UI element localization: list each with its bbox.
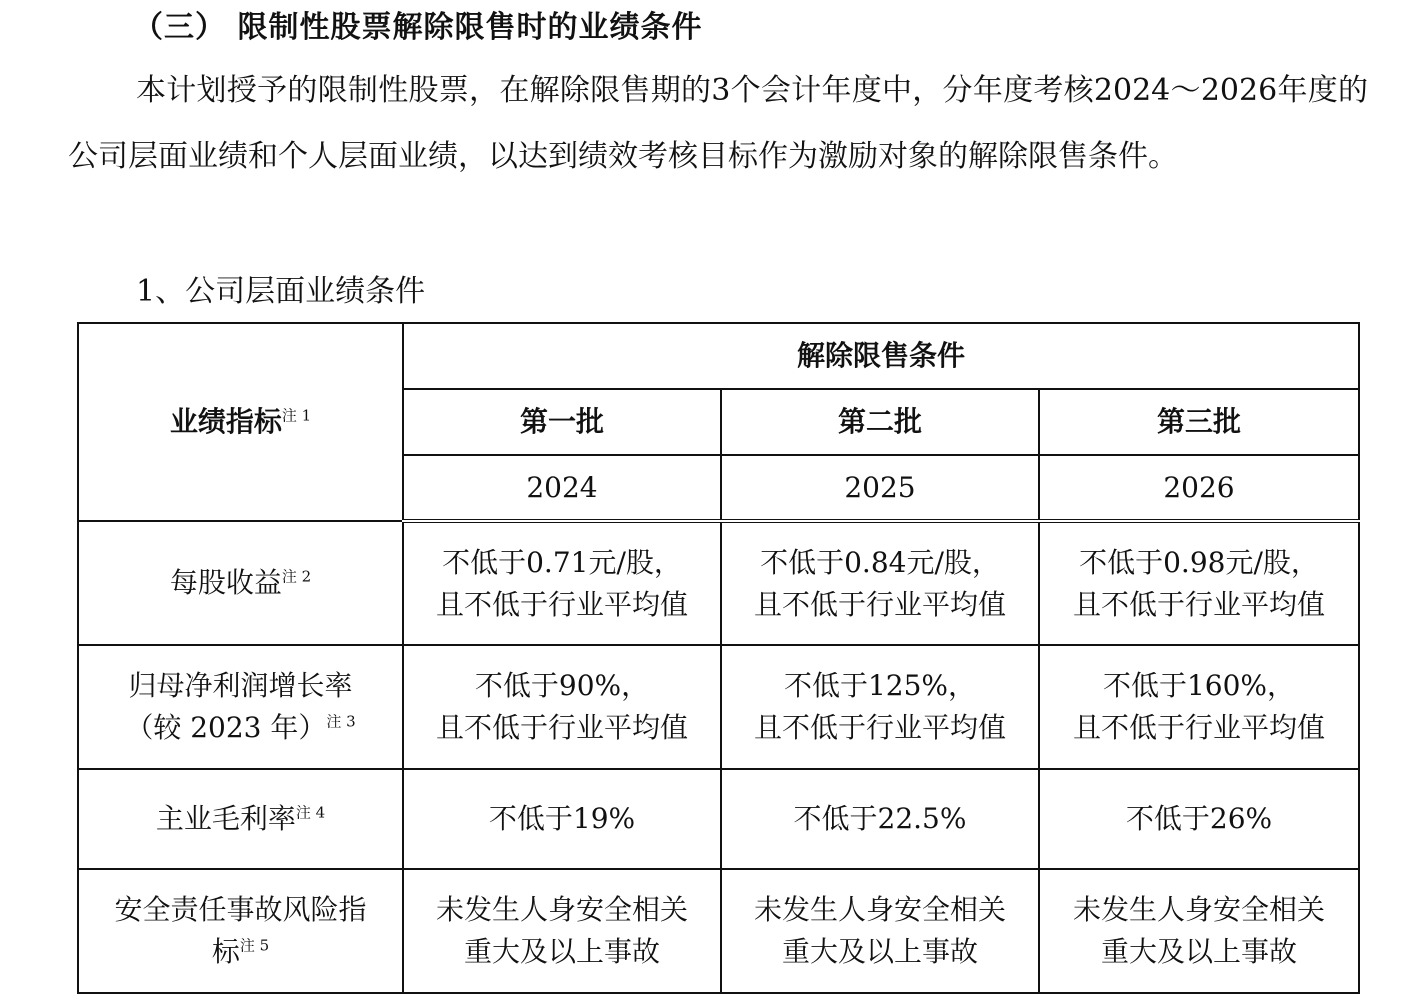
- condition-line: 不低于0.84元/股，: [760, 545, 1000, 579]
- condition-cell: [1039, 645, 1359, 769]
- table-header-row: [78, 323, 1359, 389]
- indicator-line: 主业毛利率: [155, 802, 296, 835]
- condition-line: 且不低于行业平均值: [435, 711, 688, 744]
- condition-line: 且不低于行业平均值: [753, 711, 1006, 744]
- condition-line: 重大及以上事故: [781, 935, 978, 968]
- indicator-line: 归母净利润增长率: [128, 669, 353, 702]
- batch-2-year: 2025: [721, 455, 1039, 521]
- condition-line: 且不低于行业平均值: [435, 587, 688, 621]
- condition-line: 不低于19%: [488, 802, 636, 835]
- indicator-line: 标: [211, 935, 240, 968]
- condition-line: 重大及以上事故: [463, 935, 660, 968]
- condition-line: 不低于22.5%: [793, 802, 967, 835]
- indicator-note: 注 5: [239, 936, 270, 955]
- condition-line: 不低于0.98元/股，: [1079, 545, 1319, 579]
- indicator-header-cell: [78, 323, 403, 521]
- indicator-cell: [78, 769, 403, 869]
- condition-cell: [1039, 521, 1359, 645]
- condition-cell: [1039, 869, 1359, 993]
- condition-line: 且不低于行业平均值: [1072, 711, 1325, 744]
- indicator-note: 注 3: [326, 712, 356, 731]
- conditions-header-cell: 解除限售条件: [403, 323, 1359, 389]
- indicator-note: 注 4: [295, 803, 326, 822]
- batch-1-year: 2024: [403, 455, 721, 521]
- condition-cell: [721, 869, 1039, 993]
- condition-cell: [721, 521, 1039, 645]
- condition-line: 未发生人身安全相关: [753, 893, 1006, 926]
- condition-line: 不低于125%，: [783, 669, 977, 702]
- body-paragraph: 本计划授予的限制性股票，在解除限售期的3个会计年度中，分年度考核2024～2026年度的公司层面业绩和个人层面业绩，以达到绩效考核目标作为激励对象的解除限售条件。: [68, 73, 1368, 174]
- performance-conditions-table: [77, 322, 1360, 994]
- indicator-line: 安全责任事故风险指: [114, 893, 367, 926]
- condition-line: 不低于26%: [1125, 802, 1273, 835]
- condition-cell: [721, 645, 1039, 769]
- condition-line: 且不低于行业平均值: [1072, 587, 1325, 621]
- indicator-cell: [78, 521, 403, 645]
- indicator-header-note: 注 1: [281, 406, 312, 425]
- table-row: [78, 645, 1359, 769]
- condition-line: 未发生人身安全相关: [1072, 893, 1325, 926]
- table-row: [78, 769, 1359, 869]
- condition-line: 重大及以上事故: [1100, 935, 1297, 968]
- section-heading: （三） 限制性股票解除限售时的业绩条件: [133, 10, 703, 45]
- condition-cell: [403, 869, 721, 993]
- subsection-heading: 1、公司层面业绩条件: [136, 274, 426, 309]
- batch-1-header: 第一批: [403, 389, 721, 455]
- condition-line: 不低于90%，: [474, 669, 650, 702]
- condition-line: 不低于160%，: [1102, 669, 1296, 702]
- indicator-cell: [78, 645, 403, 769]
- condition-cell: [403, 769, 721, 869]
- condition-cell: [403, 645, 721, 769]
- condition-line: 且不低于行业平均值: [753, 587, 1006, 621]
- condition-cell: [403, 521, 721, 645]
- indicator-header-label: 业绩指标: [169, 405, 282, 438]
- condition-cell: [721, 769, 1039, 869]
- indicator-cell: [78, 869, 403, 993]
- condition-line: 未发生人身安全相关: [435, 893, 688, 926]
- indicator-line: （较 2023 年）: [125, 711, 327, 744]
- batch-2-header: 第二批: [721, 389, 1039, 455]
- table-row: [78, 521, 1359, 645]
- indicator-line: 每股收益: [169, 566, 282, 599]
- table-row: [78, 869, 1359, 993]
- batch-3-year: 2026: [1039, 455, 1359, 521]
- batch-3-header: 第三批: [1039, 389, 1359, 455]
- condition-cell: [1039, 769, 1359, 869]
- condition-line: 不低于0.71元/股，: [442, 545, 682, 579]
- indicator-note: 注 2: [281, 567, 312, 586]
